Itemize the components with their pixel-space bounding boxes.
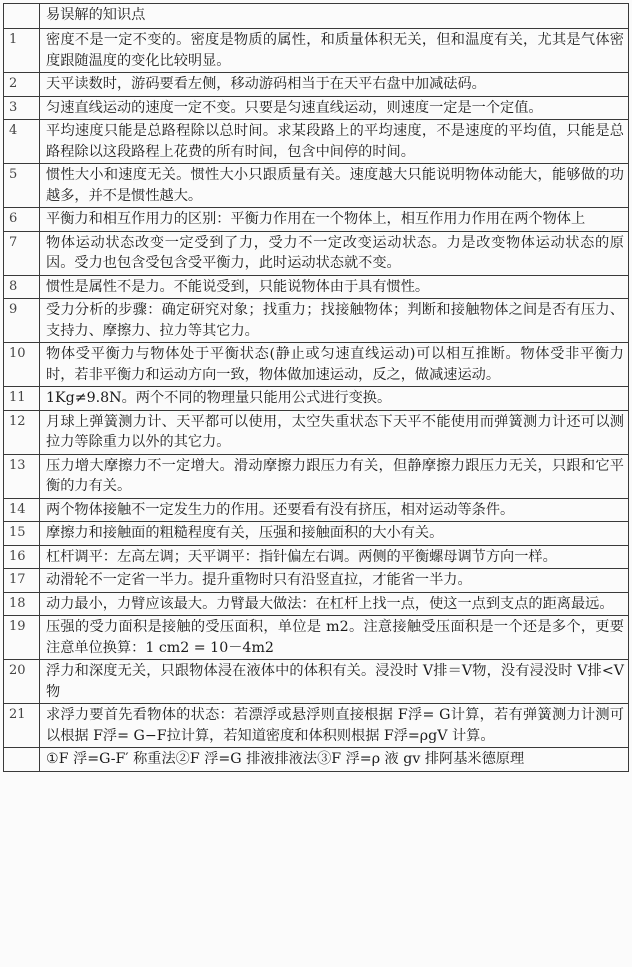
- row-number: 3: [4, 96, 40, 120]
- table-row: [4, 231, 629, 275]
- row-text: ①F 浮=G-F′ 称重法②F 浮=G 排液排液法③F 浮=ρ 液 gv 排阿基米德原理: [40, 748, 629, 772]
- row-number: 14: [4, 498, 40, 522]
- row-text: 摩擦力和接触面的粗糙程度有关，压强和接触面积的大小有关。: [40, 522, 629, 546]
- row-number: [4, 748, 40, 772]
- table-row: [4, 73, 629, 97]
- row-number: 7: [4, 231, 40, 275]
- row-number: 13: [4, 454, 40, 498]
- row-number: 12: [4, 410, 40, 454]
- row-text: 两个物体接触不一定发生力的作用。还要看有没有挤压，相对运动等条件。: [40, 498, 629, 522]
- row-text: 受力分析的步骤：确定研究对象；找重力；找接触物体；判断和接触物体之间是否有压力、支持力、摩擦力、拉力等其它力。: [40, 299, 629, 343]
- row-text: 压强的受力面积是接触的受压面积，单位是 m2。注意接触受压面积是一个还是多个，更要注意单位换算：1 cm2 = 10－4m2: [40, 616, 629, 660]
- row-number: 16: [4, 545, 40, 569]
- table-header-row: [4, 4, 629, 29]
- row-number: 15: [4, 522, 40, 546]
- row-text: 浮力和深度无关，只跟物体浸在液体中的体积有关。浸没时 V排＝V物，没有浸没时 V排<V物: [40, 660, 629, 704]
- table-row: [4, 660, 629, 704]
- row-number: 5: [4, 164, 40, 208]
- row-number: 18: [4, 592, 40, 616]
- row-text: 求浮力要首先看物体的状态：若漂浮或悬浮则直接根据 F浮= G计算，若有弹簧测力计测可以根据 F浮= G−F拉计算，若知道密度和体积则根据 F浮=ρgV 计算。: [40, 704, 629, 748]
- row-text: 平衡力和相互作用力的区别：平衡力作用在一个物体上，相互作用力作用在两个物体上: [40, 208, 629, 232]
- table-row: [4, 410, 629, 454]
- row-text: 密度不是一定不变的。密度是物质的属性，和质量体积无关，但和温度有关，尤其是气体密度跟随温度的变化比较明显。: [40, 29, 629, 73]
- row-text: 物体运动状态改变一定受到了力，受力不一定改变运动状态。力是改变物体运动状态的原因。受力也包含受包含受平衡力，此时运动状态就不变。: [40, 231, 629, 275]
- row-number: 4: [4, 120, 40, 164]
- table-row: [4, 343, 629, 387]
- table-row: [4, 164, 629, 208]
- row-number: 9: [4, 299, 40, 343]
- row-text: 平均速度只能是总路程除以总时间。求某段路上的平均速度，不是速度的平均值，只能是总路程除以这段路程上花费的所有时间，包含中间停的时间。: [40, 120, 629, 164]
- row-text: 月球上弹簧测力计、天平都可以使用，太空失重状态下天平不能使用而弹簧测力计还可以测拉力等除重力以外的其它力。: [40, 410, 629, 454]
- row-number: 1: [4, 29, 40, 73]
- table-row: [4, 120, 629, 164]
- table-row: [4, 208, 629, 232]
- table-row: [4, 454, 629, 498]
- row-number: 6: [4, 208, 40, 232]
- table-row: [4, 275, 629, 299]
- row-number: 19: [4, 616, 40, 660]
- row-text: 匀速直线运动的速度一定不变。只要是匀速直线运动，则速度一定是一个定值。: [40, 96, 629, 120]
- row-text: 物体受平衡力与物体处于平衡状态(静止或匀速直线运动)可以相互推断。物体受非平衡力时，若非平衡力和运动方向一致，物体做加速运动，反之，做减速运动。: [40, 343, 629, 387]
- table-row: [4, 616, 629, 660]
- row-text: 杠杆调平：左高左调；天平调平：指针偏左右调。两侧的平衡螺母调节方向一样。: [40, 545, 629, 569]
- table-row: [4, 29, 629, 73]
- table-row: [4, 748, 629, 772]
- row-text: 压力增大摩擦力不一定增大。滑动摩擦力跟压力有关，但静摩擦力跟压力无关，只跟和它平衡的力有关。: [40, 454, 629, 498]
- row-text: 1Kg≠9.8N。两个不同的物理量只能用公式进行变换。: [40, 387, 629, 411]
- row-text: 天平读数时，游码要看左侧，移动游码相当于在天平右盘中加减砝码。: [40, 73, 629, 97]
- row-number: 10: [4, 343, 40, 387]
- table-row: [4, 387, 629, 411]
- knowledge-table: [3, 3, 629, 772]
- row-number: 2: [4, 73, 40, 97]
- table-row: [4, 498, 629, 522]
- table-row: [4, 592, 629, 616]
- row-text: 动滑轮不一定省一半力。提升重物时只有沿竖直拉，才能省一半力。: [40, 569, 629, 593]
- table-row: [4, 299, 629, 343]
- table-row: [4, 704, 629, 748]
- table-row: [4, 545, 629, 569]
- table-row: [4, 96, 629, 120]
- table-row: [4, 569, 629, 593]
- row-number: 20: [4, 660, 40, 704]
- table-row: [4, 522, 629, 546]
- row-number: 21: [4, 704, 40, 748]
- row-number: 11: [4, 387, 40, 411]
- row-number: 8: [4, 275, 40, 299]
- row-text: 惯性是属性不是力。不能说受到，只能说物体由于具有惯性。: [40, 275, 629, 299]
- header-number-cell: [4, 4, 40, 29]
- row-number: 17: [4, 569, 40, 593]
- header-title-cell: 易误解的知识点: [40, 4, 629, 29]
- row-text: 惯性大小和速度无关。惯性大小只跟质量有关。速度越大只能说明物体动能大，能够做的功越多，并不是惯性越大。: [40, 164, 629, 208]
- row-text: 动力最小，力臂应该最大。力臂最大做法：在杠杆上找一点，使这一点到支点的距离最远。: [40, 592, 629, 616]
